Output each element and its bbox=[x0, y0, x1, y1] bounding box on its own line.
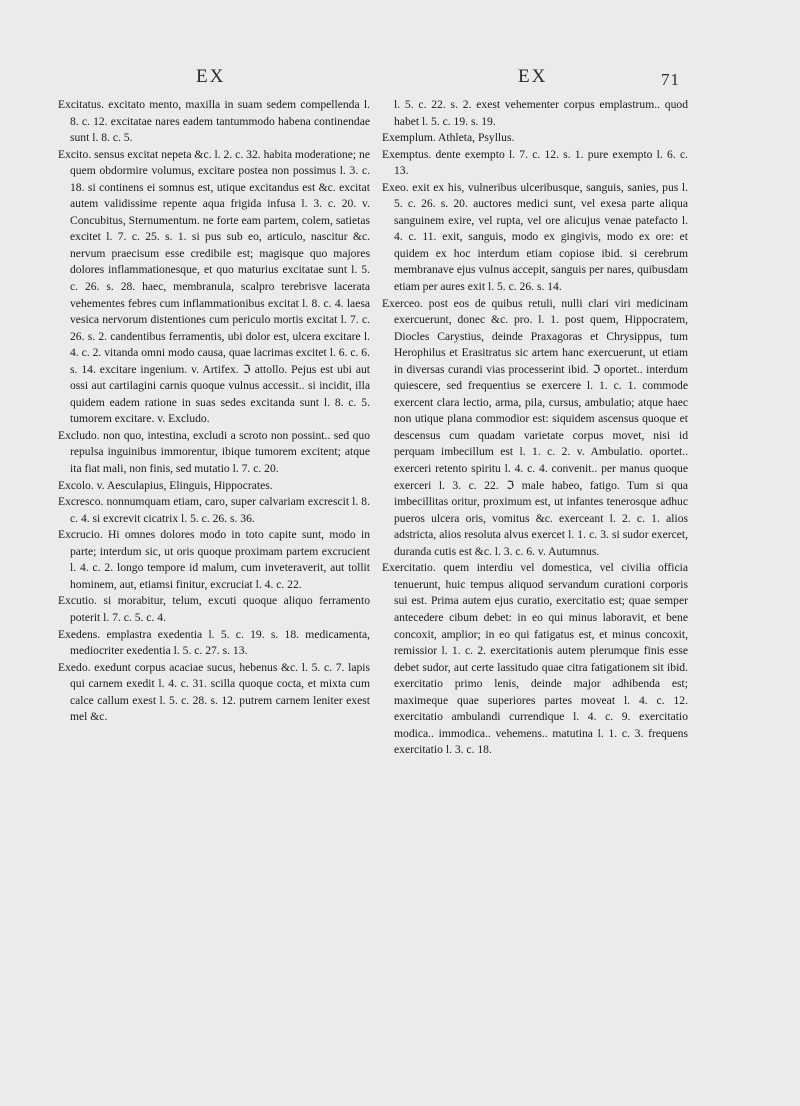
entry-exeo: Exeo. exit ex his, vulneribus ulceribusque, sanguis, sanies, pus l. 5. c. 26. s. 20. auctores medici sunt, vel exesa parte aliqua sanguinem exire, vel rupta, vel ore alicujus venae patefacto l. 4. c. 11. exit, sanguis, modo ex gingivis, modo ex ore: et quidem ex hoc interdum etiam copiose ibid. si cerebrum membranave ejus vulnus accepit, sanguis per nares, quibusdam etiam per aures exit l. 5. c. 26. s. 14. bbox=[382, 180, 688, 294]
entry-excresco: Excresco. nonnumquam etiam, caro, super calvariam excrescit l. 8. c. 4. si excrevit cicatrix l. 5. c. 26. s. 36. bbox=[58, 495, 370, 525]
right-column bbox=[382, 97, 688, 759]
running-head-center: EX bbox=[518, 66, 548, 87]
entry-excitatus: Excitatus. excitato mento, maxilla in suam sedem compellenda l. 8. c. 12. excitatae nares eadem tantummodo habena continendae sunt l. 8. c. 5. bbox=[58, 98, 370, 145]
entry-exedo-continued: l. 5. c. 22. s. 2. exest vehementer corpus emplastrum.. quod habet l. 5. c. 19. s. 19. bbox=[394, 98, 688, 128]
entry-exerceo: Exerceo. post eos de quibus retuli, nulli clari viri medicinam exercuerunt, donec &c. pro. l. 1. post quem, Hippocratem, Diocles Carystius, deinde Praxagoras et Chrysippus, tum Herophilus et Erasitratus sic artem hanc exercuerunt, ut etiam in diversas curandi vias processerint ibid. ℑ oportet.. interdum quiescere, sed frequentius se exercere l. 1. c. 1. commode exercent clara lectio, arma, pila, cursus, ambulatio; atque haec non utique plana commodior est: siquidem ascensus quoque et descensus cum quadam varietate corpus movet, nisi id perquam imbecillum est l. 1. c. 2. v. Ambulatio. oportet.. exerceri retento spiritu l. 4. c. 4. convenit.. per manus quoque exerceri l. 3. c. 22. ℑ male habeo, fatigo. Tum si qua imbecillitas oritur, proximum est, ut infantes tenerosque adhuc pueros ulcera oris, vomitus &c. exerceant l. 2. c. 1. alios adstricta, alios resoluta alvus exercet l. 1. c. 3. si sudor exercet, duranda cutis est &c. l. 3. c. 6. v. Autumnus. bbox=[382, 296, 688, 558]
page-number: 71 bbox=[661, 70, 680, 89]
entry-excludo: Excludo. non quo, intestina, excludi a scroto non possint.. sed quo repulsa inguinibus immorentur, ibique tumorem excitent; atque ita fiat mali, non finis, sed mutatio l. 7. c. 20. bbox=[58, 428, 370, 476]
left-column bbox=[58, 97, 370, 726]
entry-exercitatio: Exercitatio. quem interdiu vel domestica, vel civilia officia tenuerunt, huic tempus aliquod servandum curationi corporis sui est. Prima autem ejus curatio, exercitatio est; quae semper antecedere cibum debet: in eo qui minus laboravit, et bene concoxit, amplior; in eo qui fatigatus est, et minus concoxit, remissior l. 1. c. 2. exercitationis autem plerumque finis esse debet sudor, aut certe lassitudo quae citra fatigationem sit ibid. exercitatio primo lenis, deinde major adhibenda est; maximeque quae superiores partes moveat l. 4. c. 12. exercitatio ambulandi currendique l. 4. c. 9. exercitatio modica.. immodica.. vehemens.. matutina l. 1. c. 3. frequens exercitatio l. 3. c. 18. bbox=[382, 561, 688, 757]
entry-excutio: Excutio. si morabitur, telum, excuti quoque aliquo ferramento poterit l. 7. c. 5. c. 4. bbox=[58, 594, 370, 624]
entry-exemplum: Exemplum. Athleta, Psyllus. bbox=[382, 131, 515, 145]
entry-exedens: Exedens. emplastra exedentia l. 5. c. 19. s. 18. medicamenta, mediocriter exedentia l. 5. c. 27. s. 13. bbox=[58, 627, 370, 658]
entry-excito: Excito. sensus excitat nepeta &c. l. 2. c. 32. habita moderatione; ne quem obdormire volumus, excitare postea non possimus l. 3. c. 18. si continens ei somnus est, utique excitandus est &c. excitat autem validissime repente aqua frigida infusa l. 3. c. 20. v. Concubitus, Sternumentum. ne forte eam partem, colem, satietas excitet l. 7. c. 25. s. 1. si pus sub eo, articulo, nascitur &c. nervum praecisum esse credibile est; magisque quo majores dolores inflammationesque, et quo maturius excitatae sunt l. 5. c. 26. s. 28. haec, membranula, scalpro terebrisve lacerata vehementes febres cum inflammationibus excitat l. 8. c. 4. laesa vesica nervorum distentiones cum periculo mortis excitat l. 7. c. 26. s. 2. candentibus ferramentis, ubi dolor est, ulcera excitare l. 4. c. 2. vitanda omni modo causa, quae lacrimas excitet l. 6. c. 6. s. 14. excitare ingenium. v. Artifex. ℑ attollo. Pejus est ubi aut ossi aut cartilagini carnis quoque vulnus accessit.. si incidit, illa quidem eadem ratione in suas sedes excitanda sunt l. 8. c. 5. tumorem excitare. v. Excludo. bbox=[58, 147, 370, 426]
entry-exedo: Exedo. exedunt corpus acaciae sucus, hebenus &c. l. 5. c. 7. lapis qui carnem exedit l. 4. c. 31. scilla quoque cocta, et mixta cum calce callum exest l. 5. c. 28. s. 12. putrem carnem leniter exest mel &c. bbox=[58, 660, 370, 724]
entry-excrucio: Excrucio. Hi omnes dolores modo in toto capite sunt, modo in parte; interdum sic, ut oris quoque proximam partem excrucient l. 4. c. 2. longo tempore id malum, cum inveteraverit, aut tollit hominem, aut, etiamsi finitur, excruciat l. 4. c. 22. bbox=[58, 528, 370, 591]
entry-exemptus: Exemptus. dente exempto l. 7. c. 12. s. 1. pure exempto l. 6. c. 13. bbox=[382, 147, 688, 178]
entry-excolo: Excolo. v. Aesculapius, Elinguis, Hippocrates. bbox=[58, 478, 273, 492]
running-head-left: EX bbox=[196, 66, 226, 87]
